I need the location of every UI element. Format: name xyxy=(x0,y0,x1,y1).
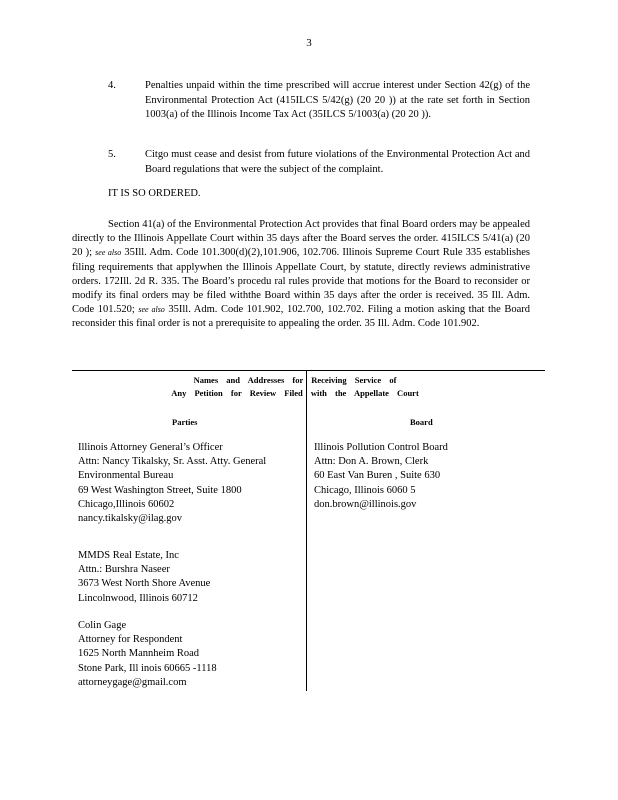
parties-heading: Parties xyxy=(172,417,198,427)
address-line: Lincolnwood, Illinois 60712 xyxy=(78,592,198,604)
address-line: 69 West Washington Street, Suite 1800 xyxy=(78,484,242,496)
caption-line-2: Any Petition for Review Filed with the Appellate Court xyxy=(171,388,419,398)
address-line: Attorney for Respondent xyxy=(78,634,183,646)
email-line: nancy.tikalsky@ilag.gov xyxy=(78,513,183,525)
para-text-2: 35Ill. Adm. Code 101.300(d)(2),101.906, 102.706. Illinois Supreme Court Rule 335 establishes filing requirements that applywhen the Illinois Appellate Court, by statute, directly reviews administrative orders. 172Ill. 2d R. 335. The Board’s procedu ral rules provide that motions for the Board to reconsider or modify its final orders may be filed withthe Board within 35 days after the order is received. 35 Ill. Adm. Code 101.520; xyxy=(72,247,531,316)
address-line: Colin Gage xyxy=(78,620,127,631)
page-number: 3 xyxy=(306,37,312,49)
party-respondent-attorney xyxy=(78,619,217,690)
see-also-2: see also xyxy=(138,305,165,315)
email-line: attorneygage@gmail.com xyxy=(78,676,187,688)
address-line: Illinois Pollution Control Board xyxy=(314,442,448,453)
item-number: 4. xyxy=(108,80,116,91)
address-line: MMDS Real Estate, Inc xyxy=(78,550,179,561)
para-text-1: Section 41(a) of the Environmental Protection Act provides that final Board orders may be appealed directly to the Illinois Appellate Court within 35 days after the Board serves the order. 415ILCS 5/41(a) (20 20 ); xyxy=(72,219,530,259)
so-ordered-line: IT IS SO ORDERED. xyxy=(108,188,201,199)
service-divider-vertical xyxy=(306,371,307,691)
caption-line-1: Names and Addresses for Receiving Service of xyxy=(193,375,397,385)
address-line: 1625 North Mannheim Road xyxy=(78,648,200,660)
email-line: don.brown@illinois.gov xyxy=(314,498,417,510)
item-text: Penalties unpaid within the time prescribed will accrue interest under Section 42(g) of the Environmental Protection Act (415ILCS 5/42(g) (20 20 )) at the rate set forth in Section 1003(a) of the Illinois Income Tax Act (35ILCS 5/1003(a) (20 20 )). xyxy=(145,80,530,120)
address-line: Stone Park, Ill inois 60665 -1118 xyxy=(78,662,217,674)
para-text-3: 35Ill. Adm. Code 101.902, 102.700, 102.702. Filing a motion asking that the Board reconsider this final order is not a prerequisite to appealing the order. 35 Ill. Adm. Code 101.902. xyxy=(72,304,531,330)
see-also-1: see also xyxy=(95,248,122,258)
address-line: Attn.: Burshra Naseer xyxy=(78,564,170,576)
address-line: Attn: Nancy Tikalsky, Sr. Asst. Atty. General xyxy=(78,456,267,468)
item-number: 5. xyxy=(108,149,116,160)
address-line: 60 East Van Buren , Suite 630 xyxy=(314,470,441,482)
service-divider-horizontal xyxy=(72,370,545,371)
address-line: 3673 West North Shore Avenue xyxy=(78,578,211,590)
address-line: Illinois Attorney General’s Officer xyxy=(78,442,223,453)
item-text: Citgo must cease and desist from future violations of the Environmental Protection Act and Board regulations that were the subject of the complaint. xyxy=(145,149,530,175)
board-address xyxy=(314,441,448,512)
party-mmds-real-estate xyxy=(78,549,210,606)
address-line: Chicago,Illinois 60602 xyxy=(78,498,175,510)
address-line: Chicago, Illinois 6060 5 xyxy=(314,484,416,496)
board-heading: Board xyxy=(410,417,433,427)
party-attorney-general xyxy=(78,441,266,526)
address-line: Environmental Bureau xyxy=(78,470,174,482)
appeal-paragraph xyxy=(72,218,530,332)
service-caption xyxy=(120,374,470,400)
address-line: Attn: Don A. Brown, Clerk xyxy=(314,456,429,468)
